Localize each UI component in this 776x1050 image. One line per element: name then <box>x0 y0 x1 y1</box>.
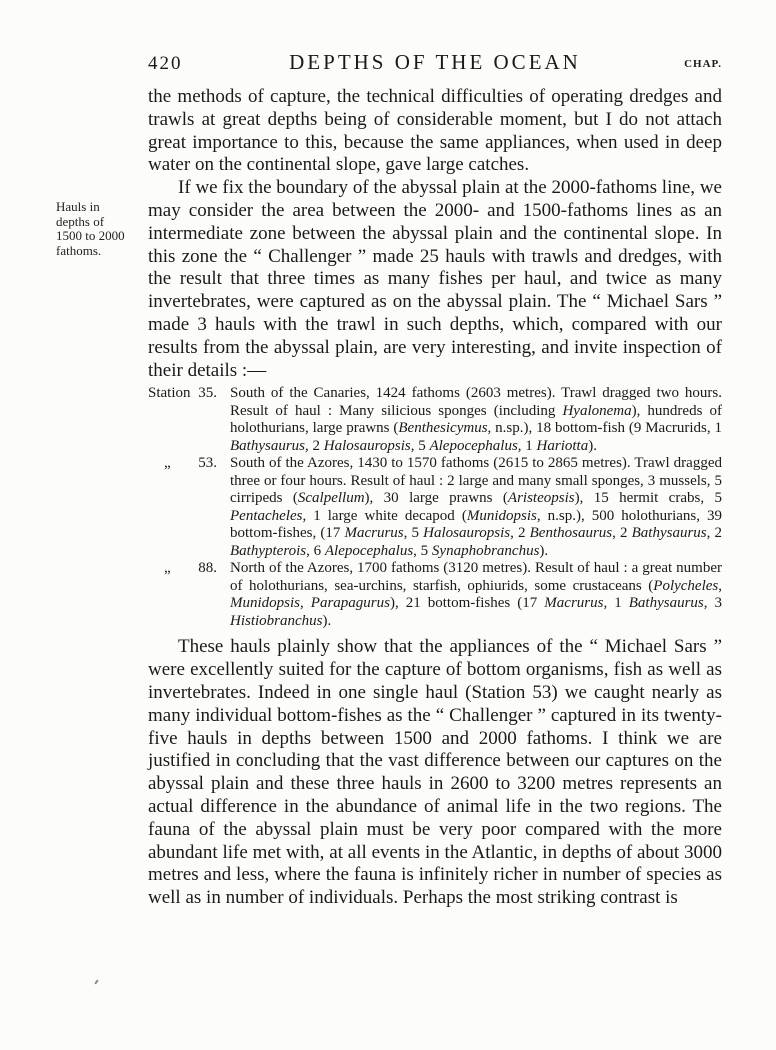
station-entry-88 <box>148 560 722 630</box>
scan-artifact <box>94 979 99 984</box>
station-entry-35 <box>148 385 722 455</box>
running-title: DEPTHS OF THE OCEAN <box>289 50 581 74</box>
station-entry-53 <box>148 455 722 560</box>
paragraph-continuation: the methods of capture, the technical difficulties of operating dredges and trawls at great depths being of considerable moment, but I do not attach great importance to this, because the same appliances, when used in deep water on the continental slope, gave large catches. <box>148 86 722 176</box>
station-entry-label <box>148 560 230 630</box>
station-entry-prefix: Station <box>148 385 191 402</box>
station-entry-text: South of the Azores, 1430 to 1570 fathoms (2615 to 2865 metres). Trawl dragged three or four hours. Result of haul : 2 large and many small sponges, 3 mussels, 5 cirripeds (Scalpellum), 30 large prawns (Aristeopsis), 15 hermit crabs, 5 Pentacheles, 1 large white decapod (Munidopsis, n.sp.), 500 holothurians, 39 bottom-fishes, (17 Macrurus, 5 Halosauropsis, 2 Benthosaurus, 2 Bathysaurus, 2 Bathypterois, 6 Alepocephalus, 5 Synaphobranchus). <box>230 455 722 559</box>
station-entry-text: South of the Canaries, 1424 fathoms (2603 metres). Trawl dragged two hours. Result of haul : Many silicious sponges (including Hyalonema), hundreds of holothurians, large prawns (Benthesicymus, n.sp.), 18 bottom-fish (9 Macrurids, 1 Bathysaurus, 2 Halosauropsis, 5 Alepocephalus, 1 Hariotta). <box>230 385 722 454</box>
station-haul-list <box>148 385 722 630</box>
ditto-mark: „ <box>164 455 171 472</box>
station-entry-label <box>148 385 230 455</box>
paragraph-conclusion: These hauls plainly show that the appliances of the “ Michael Sars ” were excellently suited for the capture of bottom organisms, fish as well as invertebrates. Indeed in one single haul (Station 53) we caught nearly as many individual bottom-fishes as the “ Challenger ” captured in its twenty-five hauls in depths between 1500 and 2000 fathoms. I think we are justified in concluding that the vast difference between our captures on the abyssal plain and these three hauls in 2600 to 3200 metres represents an actual difference in the abundance of animal life in the two regions. The fauna of the abyssal plain must be very poor compared with the more abundant life met with, at all events in the Atlantic, in depths of about 3000 metres and less, where the fauna is infinitely richer in number of species as well as in number of individuals. Perhaps the most striking contrast is <box>148 636 722 909</box>
running-header <box>148 50 722 78</box>
margin-note-line: depths of <box>56 213 105 229</box>
ditto-mark: „ <box>164 560 171 577</box>
station-entry-number: 88. <box>198 560 217 577</box>
station-entry-number: 35. <box>198 385 217 402</box>
text-column <box>148 86 722 910</box>
page-number: 420 <box>148 53 183 74</box>
margin-note-line: fathoms. <box>56 242 102 258</box>
chapter-label: CHAP. <box>684 58 722 70</box>
margin-note-line: Hauls in <box>56 199 100 214</box>
margin-note-line: 1500 to 2000 <box>56 228 125 243</box>
station-entry-number: 53. <box>198 455 217 472</box>
station-entry-text: North of the Azores, 1700 fathoms (3120 metres). Result of haul : a great number of holothurians, sea-urchins, starfish, ophiurids, some crustaceans (Polycheles, Munidopsis, Parapagurus), 21 bottom-fishes (17 Macrurus, 1 Bathysaurus, 3 Histiobranchus). <box>230 560 723 629</box>
station-entry-label <box>148 455 230 560</box>
margin-note <box>56 200 148 258</box>
paragraph-intermediate-zone: If we fix the boundary of the abyssal plain at the 2000-fathoms line, we may consider the area between the 2000- and 1500-fathoms lines as an intermediate zone between the abyssal plain and the continental slope. In this zone the “ Challenger ” made 25 hauls with trawls and dredges, with the result that three times as many fishes per haul, and twice as many invertebrates, were captured as on the abyssal plain. The “ Michael Sars ” made 3 hauls with the trawl in such depths, which, compared with our results from the abyssal plain, are very interesting, and invite inspection of their details :— <box>148 177 722 381</box>
